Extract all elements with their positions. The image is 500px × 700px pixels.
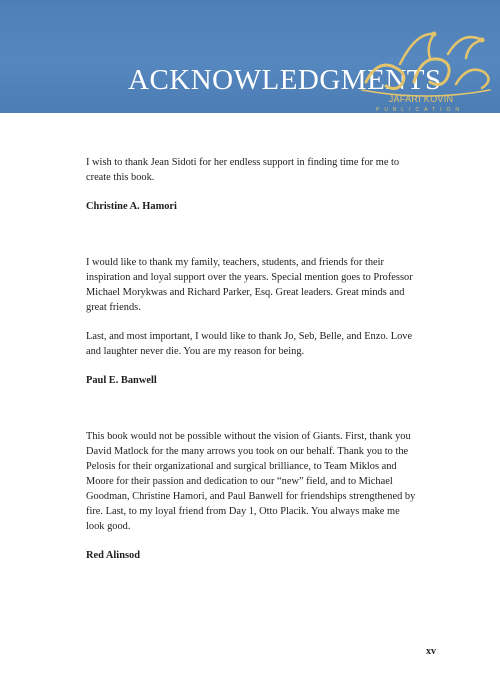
signature: Christine A. Hamori [86,201,177,212]
page-number: xv [426,646,436,657]
page-title: ACKNOWLEDGMENTS [128,64,442,96]
crown-ornament-icon [356,24,496,104]
paragraph: I wish to thank Jean Sidoti for her endless support in finding time for me to create this book. [86,157,400,183]
logo-name: JAFARI KOVIN [388,94,454,104]
acknowledgments-body [86,155,416,563]
paragraph: I would like to thank my family, teachers, students, and friends for their inspiration and loyal support over the years. Special mention goes to Professor Michael Morykwas and Richard Parker, Esq. Great leaders. Great minds and great friends. [86,257,413,313]
header-banner [0,0,500,113]
paragraph: This book would not be possible without the vision of Giants. First, thank you David Matlock for the many arrows you took on our behalf. Thank you to the Pelosis for their organizational and surgical brilliance, to Team Miklos and Moore for their passion and dedication to our “new” field, and to Michael Goodman, Christine Hamori, and Paul Banwell for friendships strengthened by fire. Last, to my loyal friend from Day 1, Otto Placik. You always make me look good. [86,431,416,532]
paragraph: Last, and most important, I would like to thank Jo, Seb, Belle, and Enzo. Love and laughter never die. You are my reason for being. [86,331,413,357]
signature: Paul E. Banwell [86,375,157,386]
publisher-logo [356,24,496,113]
signature: Red Alinsod [86,550,140,561]
logo-subtitle: PUBLICATION [376,107,464,113]
